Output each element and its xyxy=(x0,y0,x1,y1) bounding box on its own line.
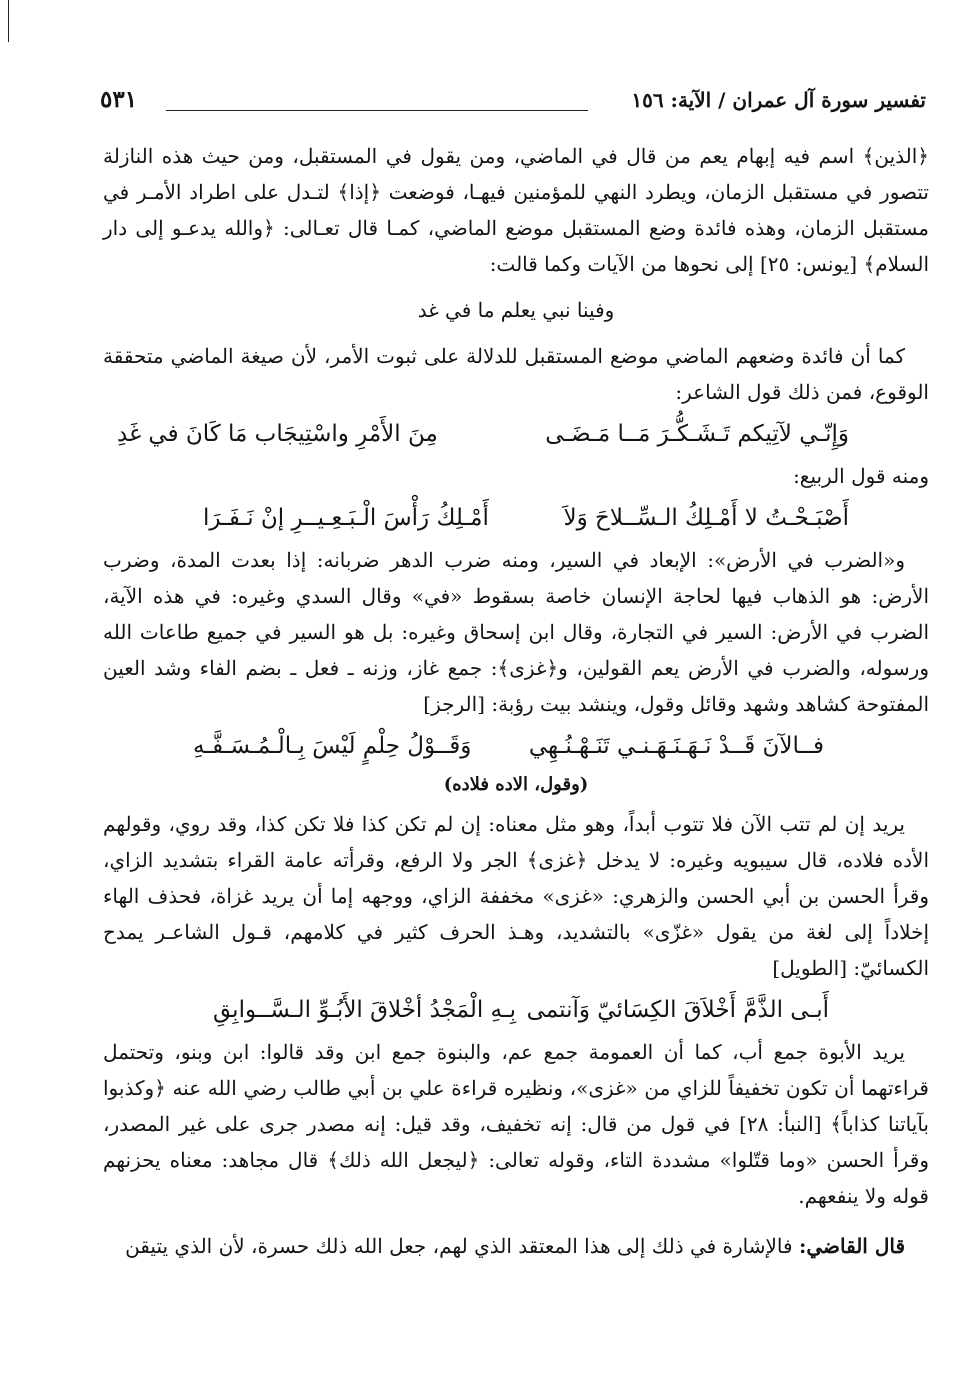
page-header xyxy=(100,88,926,118)
paragraph-3: ومنه قول الربيع: xyxy=(793,464,929,488)
poem-verse-3 xyxy=(103,722,929,770)
running-title: تفسير سورة آل عمران / الآية: ١٥٦ xyxy=(631,88,926,112)
poem-verse-4 xyxy=(103,986,929,1034)
quoted-line: وفينا نبي يعلم ما في غد xyxy=(417,298,615,322)
poem-verse-1 xyxy=(103,410,929,458)
paragraph-7-text: فالإشارة في ذلك إلى هذا المعتقد الذي لهم، جعل الله ذلك حسرة، لأن الذي يتيقن xyxy=(125,1234,799,1258)
paragraph-6: يريد الأبوة جمع أب، كما أن العمومة جمع عم، والبنوة جمع ابن وقد قالوا: ابن وبنو، وتحتمل قراءتهما أن تكون تخفيفاً للزاي من «غزى»، ونظيره قراءة علي بن أبي طالب رضي الله عنه ﴿وكذبوا بآياتنا كذاباً﴾ [النبأ: ٢٨] في قول من قال: إنه تخفيف، وقد قيل: إنه مصدر جرى على غير المصدر، وقرأ الحسن «وما قتّلوا» مشددة التاء، وقوله تعالى: ﴿ليجعل الله ذلك﴾ قال مجاهد: معناه يحزنهم قوله ولا ينفعهم. xyxy=(103,1040,929,1208)
page-body xyxy=(103,138,929,1264)
header-rule xyxy=(166,110,588,111)
verse-3-first-hemistich: فــالآنَ قَــدْ نَـهَـنَـهَـنـي تَنَـهْـنُـهِي xyxy=(528,733,824,759)
verse-1-second-hemistich: مِنَ الأَمْرِ واسْتِيجَاب مَا كَانَ في غَدِ xyxy=(117,421,438,447)
paragraph-7 xyxy=(103,1228,929,1264)
page-edge-line xyxy=(8,0,9,42)
verse-4-second-hemistich: بِـهِ الْمَجْدُ أخْلاقَ الأَبُـوِّ الـسَّــوابِقِ xyxy=(213,997,517,1023)
verse-2-second-hemistich: أَمْـلِكُ رَأْسَ الْـبَـعِـيــرِ إنْ نَـفَـرَا xyxy=(203,505,489,531)
verse-2-first-hemistich: أَصْبَـحْـتُ لا أَمْـلِكُ الـسِّــلاحَ وَلاَ xyxy=(563,505,849,531)
paragraph-2: كما أن فائدة وضعهم الماضي موضع المستقبل للدلالة على ثبوت الأمر، لأن صيغة الماضي متحققة الوقوع، فمن ذلك قول الشاعر: xyxy=(103,344,929,404)
paragraph-4: و«الضرب في الأرض»: الإبعاد في السير، ومنه ضرب الدهر ضربانه: إذا بعدت المدة، وضرب الأرض: هو الذهاب فيها لحاجة الإنسان خاصة بسقوط «في» وقال السدي وغيره: في هذه الآية، الضرب في الأرض: السير في التجارة، وقال ابن إسحاق وغيره: بل هو السير في جميع طاعات الله ورسوله، والضرب في الأرض يعم القولين، و﴿غزى﴾: جمع غاز، وزنه ـ فعل ـ بضم الفاء وشد العين المفتوحة كشاهد وشهد وقائل وقول، وينشد بيت رؤبة: [الرجز] xyxy=(103,548,929,716)
verse-1-first-hemistich: وَإِنّـي لآتِيكم تَـشَـكُّـرَ مَــا مَـضَـى xyxy=(545,421,849,447)
verse-note: (وقول، الاده فلاده) xyxy=(443,774,589,795)
paragraph-1: ﴿الذين﴾ اسم فيه إبهام يعم من قال في الماضي، ومن يقول في المستقبل، ومن حيث هذه النازلة تتصور في مستقبل الزمان، ويطرد النهي للمؤمنين فيهـا، فوضعت ﴿إذا﴾ لتـدل على اطراد الأمـر في مستقبل الزمان، وهذه فائدة وضع المستقبل موضع الماضي، كمـا قال تعـالى: ﴿والله يدعـو إلى دار السلام﴾ [يونس: ٢٥] إلى نحوها من الآيات وكما قالت: xyxy=(103,144,929,276)
paragraph-5: يريد إن لم تتب الآن فلا تتوب أبداً، وهو مثل معناه: إن لم تكن كذا فلا تكن كذا، وقد روي، وقولهم الأده فلاده، قال سيبويه وغيره: لا يدخل ﴿غزى﴾ الجر ولا الرفع، وقرأته عامة القراء بتشديد الزاي، وقرأ الحسن بن أبي الحسن والزهري: «غزى» مخففة الزاي، ووجهه إما أن يريد غزاة، فحذف الهاء إخلاداً إلى لغة من يقول «غزّى» بالتشديد، وهـذ الحرف كثير في كلامهم، قـول الشاعـر يمدح الكسائيّ: [الطويل] xyxy=(103,812,930,980)
page-number: ٥٣١ xyxy=(100,86,138,113)
poem-verse-2 xyxy=(103,494,929,542)
verse-4-first-hemistich: أَبـى الذَّمَّ أَخْلاَقَ الكِسَائيّ وَآنتمى xyxy=(526,997,829,1023)
verse-3-second-hemistich: وَقَــوْلُ حِلْمٍ لَيْسَ بِـالْـمُـسَـفَّـهِ xyxy=(193,733,472,759)
speaker-label: قال القاضي: xyxy=(798,1234,905,1258)
